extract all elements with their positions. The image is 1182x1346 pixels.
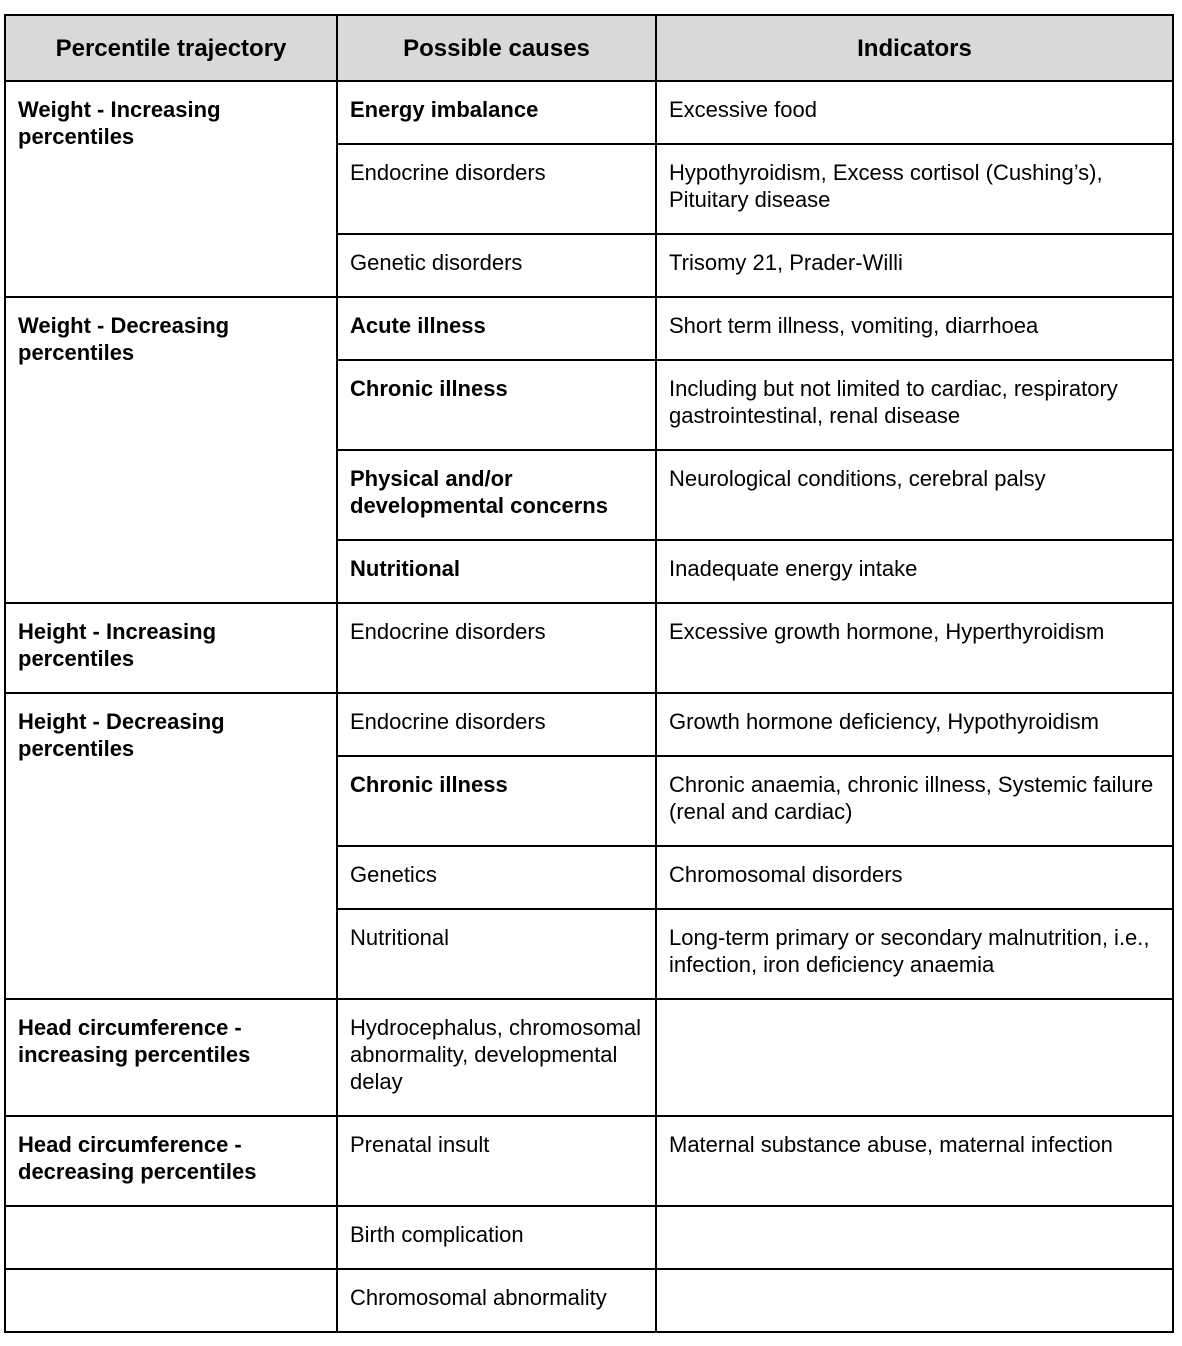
trajectory-cell: Head circumference - increasing percentiles xyxy=(5,999,337,1116)
cause-cell: Energy imbalance xyxy=(337,81,656,144)
indicator-cell: Chromosomal disorders xyxy=(656,846,1173,909)
indicator-cell: Hypothyroidism, Excess cortisol (Cushing’s), Pituitary disease xyxy=(656,144,1173,234)
cause-cell: Endocrine disorders xyxy=(337,603,656,693)
indicator-cell: Including but not limited to cardiac, respiratory gastrointestinal, renal disease xyxy=(656,360,1173,450)
indicator-cell: Short term illness, vomiting, diarrhoea xyxy=(656,297,1173,360)
indicator-cell: Trisomy 21, Prader-Willi xyxy=(656,234,1173,297)
indicator-cell: Excessive food xyxy=(656,81,1173,144)
table-row xyxy=(5,1206,1173,1269)
cause-cell: Nutritional xyxy=(337,540,656,603)
cause-cell: Prenatal insult xyxy=(337,1116,656,1206)
trajectory-cell: Weight - Increasing percentiles xyxy=(5,81,337,297)
cause-cell: Physical and/or developmental concerns xyxy=(337,450,656,540)
indicator-cell: Maternal substance abuse, maternal infection xyxy=(656,1116,1173,1206)
cause-cell: Chronic illness xyxy=(337,360,656,450)
table-row xyxy=(5,81,1173,144)
cause-cell: Genetics xyxy=(337,846,656,909)
indicator-cell: Long-term primary or secondary malnutrition, i.e., infection, iron deficiency anaemia xyxy=(656,909,1173,999)
cause-cell: Genetic disorders xyxy=(337,234,656,297)
trajectory-cell xyxy=(5,1269,337,1332)
indicator-cell xyxy=(656,1269,1173,1332)
table-row xyxy=(5,999,1173,1116)
header-trajectory: Percentile trajectory xyxy=(5,15,337,81)
growth-percentile-table xyxy=(4,14,1174,1333)
table-header xyxy=(5,15,1173,81)
cause-cell: Chronic illness xyxy=(337,756,656,846)
trajectory-cell: Head circumference - decreasing percentiles xyxy=(5,1116,337,1206)
indicator-cell: Chronic anaemia, chronic illness, Systemic failure (renal and cardiac) xyxy=(656,756,1173,846)
cause-cell: Birth complication xyxy=(337,1206,656,1269)
cause-cell: Endocrine disorders xyxy=(337,144,656,234)
table-row xyxy=(5,693,1173,756)
indicator-cell: Growth hormone deficiency, Hypothyroidism xyxy=(656,693,1173,756)
cause-cell: Chromosomal abnormality xyxy=(337,1269,656,1332)
trajectory-cell: Height - Increasing percentiles xyxy=(5,603,337,693)
cause-cell: Acute illness xyxy=(337,297,656,360)
header-causes: Possible causes xyxy=(337,15,656,81)
trajectory-cell: Weight - Decreasing percentiles xyxy=(5,297,337,603)
indicator-cell: Inadequate energy intake xyxy=(656,540,1173,603)
trajectory-cell: Height - Decreasing percentiles xyxy=(5,693,337,999)
indicator-cell: Neurological conditions, cerebral palsy xyxy=(656,450,1173,540)
cause-cell: Endocrine disorders xyxy=(337,693,656,756)
indicator-cell xyxy=(656,999,1173,1116)
header-indicators: Indicators xyxy=(656,15,1173,81)
table-row xyxy=(5,297,1173,360)
header-row xyxy=(5,15,1173,81)
cause-cell: Hydrocephalus, chromosomal abnormality, developmental delay xyxy=(337,999,656,1116)
cause-cell: Nutritional xyxy=(337,909,656,999)
table-row xyxy=(5,603,1173,693)
trajectory-cell xyxy=(5,1206,337,1269)
indicator-cell: Excessive growth hormone, Hyperthyroidism xyxy=(656,603,1173,693)
table-body xyxy=(5,81,1173,1332)
table-row xyxy=(5,1116,1173,1206)
table-row xyxy=(5,1269,1173,1332)
indicator-cell xyxy=(656,1206,1173,1269)
